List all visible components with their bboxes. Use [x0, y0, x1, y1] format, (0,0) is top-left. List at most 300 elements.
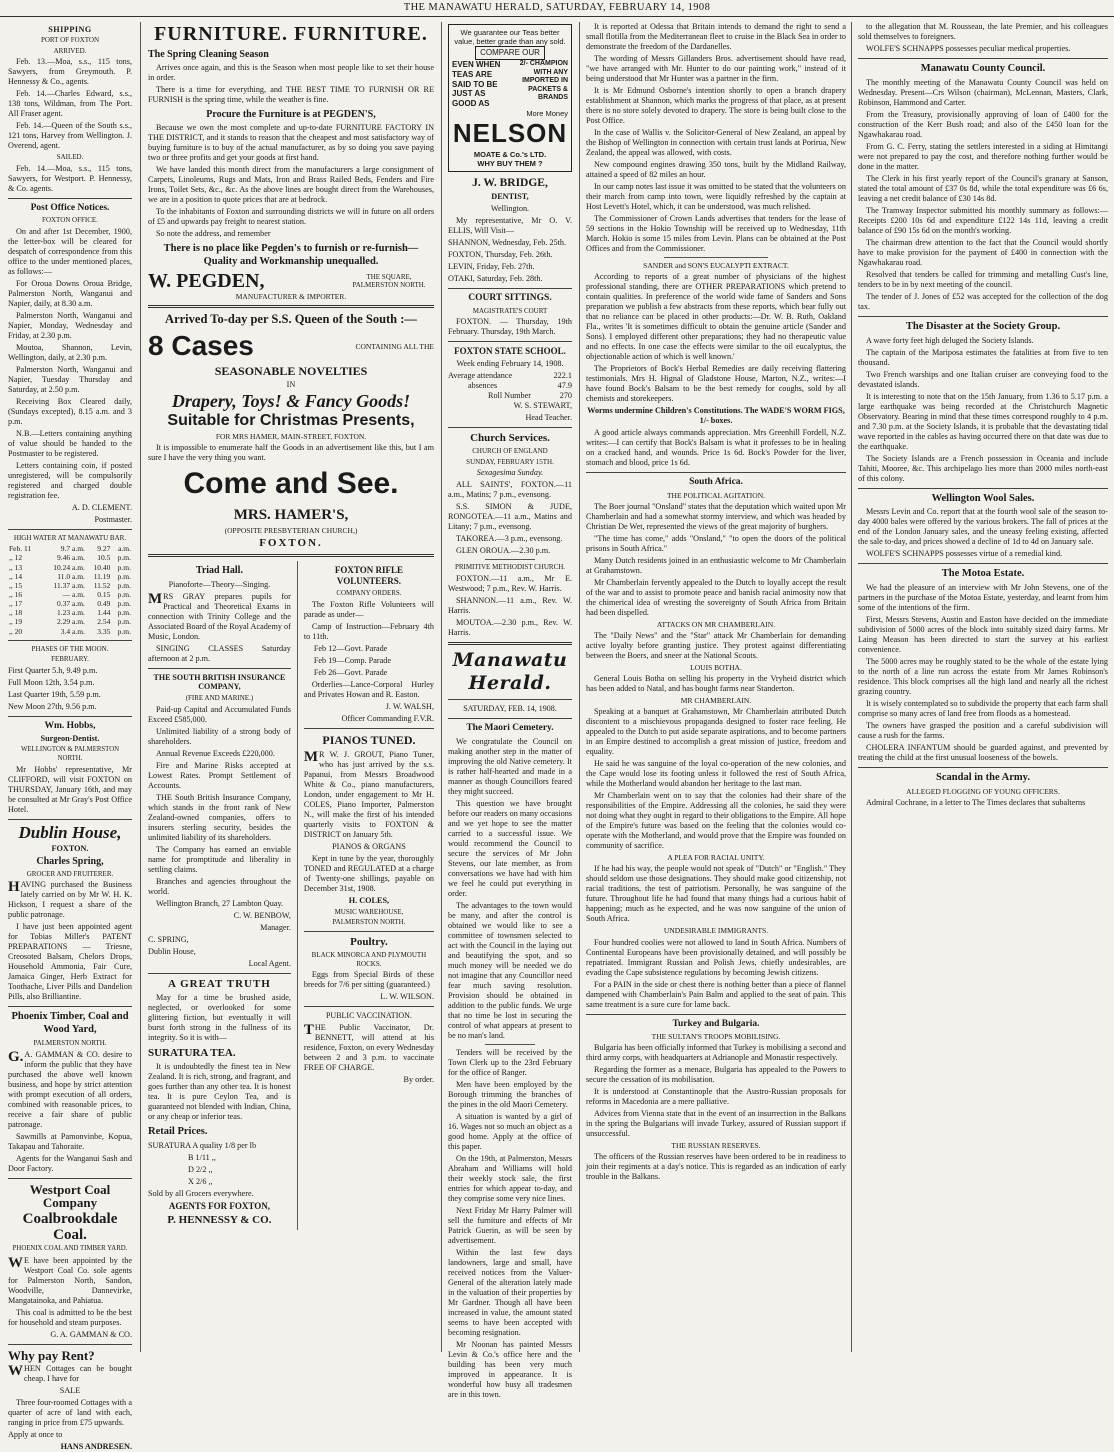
bridge-item: LEVIN, Friday, Feb. 27th.	[448, 261, 535, 271]
divider	[485, 559, 535, 560]
news-para: Mr Chamberlain went on to say that the colonies had their share of the responsibilities of the Empire. Addressing all the colonies, he said they were not doing what they ought in regard to their obligations to the Empire. All hope of the Empire's future was based on the feeling that the colonies would co-operate with the Motherland, and would prove that the Empire was founded on community of sacrifice.	[586, 791, 846, 851]
piano-sign: H. COLES,	[348, 895, 390, 905]
hamer-seasonable: SEASONABLE NOVELTIES	[214, 363, 368, 378]
post-para: Palmerston North, Wanganui and Napier, Tuesday Thursday and Saturday, at 2.50 p.m.	[8, 364, 132, 394]
rent-text: Three four-roomed Cottages with a quarter of acre of land with each, ranging in price from £75 upwards.	[8, 1398, 132, 1428]
court-sub: MAGISTRATE'S COURT	[472, 306, 548, 315]
divider	[148, 973, 291, 974]
motoa-title: The Motoa Estate.	[941, 568, 1025, 580]
divider	[448, 642, 572, 645]
insurance-local: Dublin House,	[148, 946, 196, 956]
tide-cell: 9.7 a.m.	[60, 544, 85, 554]
divider	[148, 668, 291, 669]
sa-para: The Boer journal "Onsland" states that the deputation which waited upon Mr Chamberlain and had a somewhat stormy interview, and which was headed by Christian De Wet, represented the views of the great majority of burghers.	[586, 501, 846, 531]
racial-text: If he had his way, the people would not speak of "Dutch" or "English." They should seldom use those designations. They should make good citizenship, not racial traditions, the test of patriotism. Personally, he was sanguine of the future. Throughout life he had found that many things had a curious habit of happening; much as he expected, and he was now sanguine of the union of South Africa.	[586, 864, 846, 924]
council-title: Manawatu County Council.	[920, 63, 1046, 74]
council-para: Resolved that tenders be called for trimming and metalling Cust's line, tenders to be in by next meeting of the council.	[858, 269, 1108, 289]
dublin-place: FOXTON.	[51, 843, 89, 853]
divider	[485, 1044, 535, 1045]
tide-cell: 10.5	[97, 553, 111, 563]
post-para: Receiving Box Cleared daily, (Sundays excepted), 8.15 a.m. and 3 p.m.	[8, 396, 132, 426]
divider	[8, 529, 132, 530]
bridge-item: SHANNON, Wednesday, Feb. 25th.	[448, 237, 567, 247]
insurance-title: THE SOUTH BRITISH INSURANCE COMPANY,	[153, 672, 286, 692]
piano-sign: MUSIC WAREHOUSE,	[334, 907, 404, 916]
column-rule	[140, 22, 141, 1352]
news-para: In the case of Wallis v. the Solicitor-General of New Zealand, an appeal by the Bishop of Wellington in connection with certain trust lands at Porirua, New Zealand, the appeal was allowed, with costs.	[586, 128, 846, 157]
coalbrook-title: Coalbrookdale Coal.	[22, 1210, 118, 1243]
insurance-text: Annual Revenue Exceeds £220,000.	[156, 748, 275, 758]
immigrants-title: UNDESIRABLE IMMIGRANTS.	[663, 926, 769, 936]
news-para: He said he was sanguine of the loyal co-operation of the new colonies, and the Cape would lose its footing unless it followed the rest of South Africa, while the Motherland would abandon her heritage to the last man.	[586, 759, 846, 789]
poultry-text: Eggs from Special Birds of these breeds for 7/6 per sitting (guaranteed.)	[303, 970, 435, 990]
rifle-text: Camp of Instruction—February 4th to 11th.	[303, 621, 435, 641]
scandal-sub: ALLEGED FLOGGING OF YOUNG OFFICERS.	[906, 786, 1060, 796]
hobbs-text: Mr Hobbs' representative, Mr CLIFFORD, will visit FOXTON on THURSDAY, January 16th, and may be consulted at Mr Gray's Post Office Hotel.	[8, 764, 132, 814]
bock-text: The Proprietors of Bock's Herbal Remedies are daily receiving flattering testimonials. Mrs H. Hignal of Gladstone House, Marton, N.Z., writes:—I have found Bock's Balsam to be the best remedy for coughs, sold by all chemists and storekeepers.	[586, 364, 846, 404]
truth-text: May for a time be brushed aside, neglected, or overlooked for some glittering fiction, but eventually it will burst forth strong in the fullness of its integrity. So it is with—	[148, 993, 291, 1043]
tide-cell: ,, 20	[9, 626, 23, 636]
divider	[8, 819, 132, 820]
news-para: to the allegation that M. Rousseau, the late Premier, and his colleagues sold themselves to foreigners.	[858, 22, 1108, 41]
rifle-item: Feb 26—Govt. Parade	[313, 667, 388, 677]
shipping-title: SHIPPING	[48, 25, 92, 34]
post-para: N.B.—Letters containing anything of value should be handed to the Postmaster to be registered.	[8, 428, 132, 458]
disaster-para: Two French warships and one Italian cruiser are conveying food to the devastated islands.	[858, 369, 1108, 389]
motoa-para: We had the pleasure of an interview with Mr John Stevens, one of the partners in the purchase of the Motoa Estate, yesterday, and learnt from him some of the intentions of the firm.	[858, 583, 1108, 613]
hamer-suitable: Suitable for Christmas Presents,	[167, 412, 415, 430]
rent-sale: SALE	[59, 1386, 81, 1396]
wool-note: WOLFE'S SCHNAPPS possesses virtue of a remedial kind.	[866, 549, 1063, 559]
divider	[448, 718, 572, 719]
tide-cell: 0.49	[97, 599, 111, 609]
pain-text: For a PAIN in the side or chest there is nothing better than a piece of flannel dampened with Chamberlain's Pain Balm and applied to the seat of pain. This same treatment is a sure cure for lame back.	[586, 979, 846, 1009]
insurance-sign: C. W. BENBOW,	[233, 910, 291, 920]
post-para: Moutoa, Shannon, Levin, Wellington, daily, at 2.30 p.m.	[8, 342, 132, 362]
hamer-head: Arrived To-day per S.S. Queen of the South :—	[165, 312, 417, 327]
rent-title: Why pay Rent?	[8, 1347, 95, 1363]
tide-cell: 1.23 a.m.	[57, 608, 85, 618]
furniture-title: FURNITURE. FURNITURE.	[154, 23, 428, 45]
coal-text: This coal is admitted to be the best for household and steam purposes.	[8, 1307, 132, 1327]
tide-cell: 11.52	[93, 580, 111, 590]
westport-title: Westport Coal Company	[29, 1181, 111, 1211]
triad-sub: Pianoforte—Theory—Singing.	[168, 579, 271, 589]
furniture-head: There is no place like Pegden's to furnish or re-furnish—Quality and Workmanship unequalled.	[163, 243, 419, 268]
tide-cell: ,, 18	[9, 608, 23, 618]
disaster-para: It is interesting to note that on the 15th January, from 1.36 to 5.17 p.m. a large earthquake was being recorded at the Christchurch Magnetic Observatory. Bearing in mind that these times correspond roughly to 4 p.m. and 7.30 p.m. at the Society Islands, it is probable that the devastating tidal wave reported in the cables as having occurred there on that date was due to the earthquake.	[858, 391, 1108, 451]
divider	[8, 1006, 132, 1007]
worms-text: A good article always commands appreciation. Mrs Greenhill Fordell, N.Z. writes:—I can certify that Bock's Balsam is what it professes to be in healing on a cracked hand, and wounds. Price 1s 6d. Bock's Powder for the liver, stomach and blood, price 1s 6d.	[586, 428, 846, 468]
poultry-sign: L. W. WILSON.	[380, 992, 435, 1002]
coal-sign: G. A. GAMMAN & CO.	[50, 1329, 132, 1339]
maori-para: Tenders will be received by the Town Clerk up to the 23rd February for the office of Ranger.	[448, 1047, 572, 1077]
post-para: On and after 1st December, 1900, the letter-box will be cleared for despatch of correspondence from this office to the under mentioned places, as follows:—	[8, 226, 132, 276]
reserves-text: The officers of the Russian reserves have been ordered to be in readiness to join their regiments at a day's notice. This is regarded as an indication of early trouble in the Balkans.	[586, 1152, 846, 1182]
church-item: ALL SAINTS', FOXTON.—11 a.m., Matins; 7 p.m., evensong.	[448, 480, 572, 500]
turkey-para: Bulgaria has been officially informed that Turkey is mobilising a second and third army corps, with headquarters at Adrianople and Monastir respectively.	[586, 1043, 846, 1063]
dublin-title: Dublin House,	[18, 822, 122, 842]
triad-text: MRS GRAY prepares pupils for Practical and Theoretical Exams in connection with Trinity College and the Associated Board of the Royal Academy of Music, London.	[148, 590, 291, 641]
council-para: The chairman drew attention to the fact that the Council would shortly have to make provision for the payment of £400 in connection with the Ngawhakarau road.	[858, 237, 1108, 267]
botha-title: LOUIS BOTHA.	[690, 663, 742, 672]
rent-text: WHEN Cottages can be bought cheap. I have for	[8, 1363, 132, 1384]
council-para: The tender of J. Jones of £52 was accepted for the collection of the dog tax.	[858, 291, 1108, 311]
methodist-item: SHANNON.—11 a.m., Rev. W. Harris.	[448, 596, 572, 616]
rifle-sign: J. W. WALSH,	[385, 701, 435, 711]
tide-cell: 0.37 a.m.	[57, 599, 85, 609]
phoenix-text: G.A. GAMMAN & CO. desire to inform the public that they have purchased the above well known business, and hope by strict attention with prompt execution of all orders, combined with reasonable prices, to receive a fair share of public patronage.	[8, 1048, 132, 1129]
poultry-sub: BLACK MINORCA AND PLYMOUTH ROCKS.	[311, 950, 427, 968]
insurance-text: Unlimited liability of a strong body of shareholders.	[148, 726, 291, 746]
divider	[858, 316, 1108, 317]
tide-cell: 11.19	[93, 571, 111, 581]
sander-title: SANDER and SON'S EUCALYPTI EXTRACT.	[643, 261, 789, 270]
nelson-co: MOATE & Co.'s LTD.	[473, 149, 547, 159]
divider	[148, 305, 434, 308]
pegden-address: THE SQUARE, PALMERSTON NORTH.	[352, 272, 426, 290]
triad-title: Triad Hall.	[195, 565, 243, 577]
nelson-top: We guarantee our Teas better value, better grade than any sold.	[454, 28, 566, 47]
truth-title: A GREAT TRUTH	[168, 977, 271, 990]
hamer-in: IN	[286, 380, 296, 390]
post-para: For Oroua Downs Oroua Bridge, Palmerston North, Wanganui and Napier, daily, at 8.30 a.m.	[8, 278, 132, 308]
post-para: Palmerston North, Wanganui and Napier, Monday, Wednesday and Friday, at 2.30 p.m.	[8, 310, 132, 340]
moon-item: First Quarter 5.h, 9.49 p.m.	[8, 665, 98, 675]
tide-cell: 10.40	[93, 562, 111, 572]
scandal-title: Scandal in the Army.	[936, 772, 1030, 784]
disaster-para: The captain of the Mariposa estimates the fatalities at from five to ten thousand.	[858, 347, 1108, 367]
disaster-para: A wave forty feet high deluged the Society Islands.	[866, 335, 1034, 345]
attacks-title: ATTACKS ON MR CHAMBERLAIN.	[656, 619, 776, 629]
tide-cell: p.m.	[117, 608, 131, 618]
hamer-name: MRS. HAMER'S,	[233, 506, 349, 523]
retail-note: Sold by all Grocers everywhere.	[148, 1189, 254, 1199]
tide-cell: ,, 12	[9, 553, 23, 563]
methodist-item: FOXTON.—11 a.m., Mr E. Westwood; 7 p.m., Rev. W. Harris.	[448, 574, 572, 594]
news-para: WOLFE'S SCHNAPPS possesses peculiar medical properties.	[866, 44, 1071, 53]
tide-row	[8, 627, 132, 636]
retail-agent-name: P. HENNESSY & CO.	[167, 1214, 272, 1227]
furniture-sub: The Spring Cleaning Season	[148, 49, 269, 60]
tide-cell: 10.24 a.m.	[53, 562, 85, 572]
maori-para: Men have been employed by the Borough trimming the branches of the pines in the old Maori Cemetery.	[448, 1079, 572, 1109]
council-para: From the Treasury, provisionally approving of loan of £400 for the construction of the Kerr Bush road; and also of the £450 loan for the Ngawhakarau road.	[858, 109, 1108, 139]
turkey-sub: THE SULTAN'S TROOPS MOBILISING.	[651, 1032, 781, 1042]
insurance-sign-role: Manager.	[260, 922, 291, 932]
court-title: COURT SITTINGS.	[468, 292, 552, 303]
tide-cell: 2.54	[97, 617, 111, 627]
tide-cell: 9.27	[97, 544, 111, 554]
tide-cell: — a.m.	[62, 589, 85, 599]
news-para: New compound engines drawing 350 tons, built by the Midland Railway, attained a speed of 82 miles an hour.	[586, 160, 846, 179]
tide-row	[8, 599, 132, 608]
divider	[448, 341, 572, 342]
shipping-sub: PORT OF FOXTON	[40, 36, 100, 44]
council-para: From G. C. Ferry, stating the settlers interested in a siding at Himitangi were not prepared to pay the cost, and therefore nothing further would be done in the matter.	[858, 141, 1108, 171]
moon-title: PHASES OF THE MOON.	[31, 644, 109, 653]
post-sign-role: Postmaster.	[94, 514, 132, 524]
column-rule	[297, 561, 298, 1229]
wool-text: Messrs Levin and Co. report that at the fourth wool sale of the season to-day 4000 bales were offered by the various brokers. The fall of prices at the end of the London January sales, and the uneasy feeling existing, affected the sale to-day, and prices showed a decline of 1d to 4d on January sale.	[858, 507, 1108, 547]
pegden-role: MANUFACTURER & IMPORTER.	[235, 291, 347, 301]
divider	[858, 58, 1108, 59]
school-sign: W. S. STEWART,	[513, 401, 572, 411]
tide-cell: ,, 14	[9, 571, 23, 581]
column-3	[442, 22, 578, 1399]
hamer-for: FOR MRS HAMER, MAIN-STREET, FOXTON.	[215, 431, 367, 441]
rifle-item: Feb 19—Comp. Parade	[313, 655, 391, 665]
tide-row	[8, 572, 132, 581]
tide-row	[8, 553, 132, 562]
phoenix-title: Phoenix Timber, Coal and Wood Yard,	[11, 1011, 129, 1036]
retail-row: X 2/6 ,,	[188, 1177, 213, 1187]
vaccination-text: THE Public Vaccinator, Dr. BENNETT, will attend at his residence, Foxton, on every Wednesday between 2 and 3 p.m. to vaccinate FREE OF CHARGE.	[303, 1021, 435, 1072]
maori-para: The advantages to the town would be many, and after the control is obtained we would like to see a committee of townsmen selected to act with the Council in the laying out and beautifying the spot, and so much money will be needed we do not imagine that any Councillor need fear much saving resolution. Provision should be obtained in addition to the public funds. We urge that no time be lost in securing the control of what appears at present to be no man's land.	[448, 900, 572, 1040]
arrived-item: Feb. 13.—Moa, s.s., 115 tons, Sawyers, from Greymouth. P. Hennessy & Co., agents.	[8, 57, 132, 87]
chamberlain-text: Speaking at a banquet at Grahamstown, Mr Chamberlain attributed Dutch discontent to a mischievous propaganda designed to foster race feeling. He appealed to the Dutch to put aside separate aspirations, and to become partners in an Empire destined to accomplish a great mission of justice, freedom and equality.	[586, 707, 846, 757]
hobbs-sub: Surgeon-Dentist.	[40, 734, 100, 744]
divider	[664, 257, 768, 258]
council-para: The Clerk in his first yearly report of the Council's granary at Sanson, stated the total amount of £37 0s 8d, while the total expenditure was £6 6s, leaving a net credit balance of £30 14s 8d.	[858, 173, 1108, 203]
bridge-item: OTAKI, Saturday, Feb. 28th.	[448, 273, 543, 283]
maori-para: Within the last few days landowners, large and small, have received notices from the Valuer-General of the alteration lately made in the valuation of their properties by Mr Gardner. Though all have been increased in value, the amount stated seems to have been accepted with becoming resignation.	[448, 1247, 572, 1337]
col2-left-sub	[148, 561, 291, 1229]
methodist-item: MOUTOA.—2.30 p.m., Rev. W. Harris.	[448, 618, 572, 638]
rifle-text: Orderlies—Lance-Corporal Hurley and Privates Howan and R. Easton.	[303, 679, 435, 699]
suratura-title: SURATURA TEA.	[148, 1047, 236, 1060]
moon-item: Last Quarter 19th, 5.59 p.m.	[8, 689, 101, 699]
cholera-text: CHOLERA INFANTUM should be guarded against, and prevented by treating the child at the first unusual looseness of the bowels.	[858, 743, 1108, 763]
news-para: The wording of Messrs Gillanders Bros. advertisement should have read, "we have arranged with Mr. Hunter to do our painting work," instead of it being understood that Mr Hunter was a partner in the firm.	[586, 54, 846, 83]
furniture-para: Arrives once again, and this is the Season when most people like to set their house in order.	[148, 63, 434, 83]
council-para: The Tramway Inspector submitted his monthly summary as follows:—Receipts £200 10s 6d and expenditure £122 14s 11d, leaving a credit balance of £90 15s 6d on the month's working.	[858, 205, 1108, 235]
hamer-cases: 8 Cases	[148, 330, 254, 362]
sa-para: Mr Chamberlain fervently appealed to the Dutch to loyally accept the result of the war and to assist to promote peace and banish racial animosity now that the chimerical idea of wresting the sovereignty of South Africa from Britain had been dispelled.	[586, 577, 846, 617]
rent-apply: Apply at once to	[8, 1430, 63, 1440]
bridge-role: DENTIST,	[491, 191, 529, 201]
maori-para: A situation is wanted by a girl of 16. Wages not so much an object as a good home. Apply at the office of this paper.	[448, 1111, 572, 1151]
turkey-title: Turkey and Bulgaria.	[672, 1018, 760, 1029]
rifle-item: Feb 12—Govt. Parade	[313, 643, 388, 653]
phoenix-text: Agents for the Wanganui Sash and Door Factory.	[8, 1153, 132, 1173]
tide-cell: 1.44	[97, 608, 111, 618]
coal-text: WE have been appointed by the Westport Coal Co. sole agents for Palmerston North, Sandon, Woodville, Dannevirke, Mangatainoka, and Pahiatua.	[8, 1254, 132, 1305]
rifle-sub: COMPANY ORDERS.	[336, 589, 402, 598]
church-title: Church Services.	[470, 432, 550, 445]
tide-row	[8, 544, 132, 553]
divider	[8, 640, 132, 641]
divider	[858, 767, 1108, 768]
coal-sub: PHOENIX COAL AND TIMBER YARD.	[12, 1245, 128, 1253]
school-row: Average attendance 222.1	[448, 371, 572, 381]
furniture-para: To the inhabitants of Foxton and surrounding districts we will in future on all orders of £5 and upwards pay freight to nearest station.	[148, 207, 434, 227]
tide-cell: p.m.	[117, 571, 131, 581]
piano-text: Kept in tune by the year, thoroughly TONED and REGULATED at a charge of Twenty-one shillings, payable on December 31st, 1908.	[303, 853, 435, 893]
tide-cell: 3.35	[97, 626, 111, 636]
attacks-text: The "Daily News" and the "Star" attack Mr Chamberlain for demanding active loyalty before granting justice. They protest against differentiating between the Boers, and sneer at the National Scouts.	[586, 631, 846, 660]
tide-cell: 2.29 a.m.	[57, 617, 85, 627]
divider	[304, 1006, 434, 1007]
insurance-text: Wellington Branch, 27 Lambton Quay.	[156, 898, 284, 908]
insurance-text: Branches and agencies throughout the world.	[148, 876, 291, 896]
moon-item: Full Moon 12th, 3.54 p.m.	[8, 677, 95, 687]
column-4	[580, 22, 850, 1352]
school-title: FOXTON STATE SCHOOL.	[454, 346, 566, 357]
school-role: Head Teacher.	[525, 413, 572, 423]
tide-row	[8, 563, 132, 572]
tide-cell: 3.4 a.m.	[60, 626, 85, 636]
nelson-even: EVEN WHEN TEAS ARE SAID TO BE JUST AS GOOD AS	[452, 60, 501, 109]
masthead: THE MANAWATU HERALD, SATURDAY, FEBRUARY 14, 1908	[0, 2, 1114, 17]
moon-month: FEBRUARY.	[51, 655, 89, 664]
retail-row: B 1/11 ,,	[188, 1153, 216, 1163]
tide-row	[8, 581, 132, 590]
church-date: SUNDAY, FEBRUARY 15TH.	[466, 457, 554, 466]
tide-cell: 11.0 a.m.	[57, 571, 85, 581]
maori-para: Mr Noonan has painted Messrs Levin & Co.'s office here and the building has been very much improved in appearance. It is wonderful how busy all tradesmen are in this town.	[448, 1339, 572, 1399]
scandal-text: Admiral Cochrane, in a letter to The Times declares that subalterns	[866, 798, 1086, 808]
retail-row: D 2/2 ,,	[188, 1165, 213, 1175]
insurance-text: The Company has earned an enviable name for promptitude and liberality in settling claims.	[148, 844, 291, 874]
tide-table	[8, 544, 132, 635]
tide-cell: 11.37 a.m.	[53, 580, 85, 590]
sailed-label: SAILED.	[56, 153, 84, 162]
court-text: FOXTON. — Thursday, 19th February. Thursday, 19th March.	[448, 317, 572, 337]
hamer-town: FOXTON.	[259, 537, 323, 549]
divider	[8, 716, 132, 717]
dublin-trade: GROCER AND FRUITERER.	[26, 869, 114, 878]
moon-item: New Moon 27th, 9.56 p.m.	[8, 701, 97, 711]
tide-cell: p.m.	[117, 599, 131, 609]
tide-title: HIGH WATER AT MANAWATU BAR.	[13, 533, 127, 542]
column-2	[142, 22, 440, 1352]
dublin-name: Charles Spring,	[36, 855, 104, 867]
maori-title: The Maori Cemetery.	[466, 723, 554, 734]
divider	[148, 554, 434, 557]
turkey-para: Regarding the former as a menace, Bulgaria has appealed to the Powers to secure the cessation of its mobilisation.	[586, 1065, 846, 1085]
tide-cell: p.m.	[117, 589, 131, 599]
bridge-town: Wellington.	[490, 203, 530, 213]
divider	[8, 198, 132, 199]
insurance-text: THE South British Insurance Company, which stands in the front rank of New Zealand-owned companies, offers to insurers sterling security, besides the unlimited liability of its shareholders.	[148, 792, 291, 842]
tide-cell: p.m.	[117, 553, 131, 563]
tide-cell: Feb. 11	[9, 544, 32, 554]
news-para: It is Mr Edmund Osborne's intention shortly to open a branch drapery establishment at Shannon, which marks the progress of that place, as at present there is no store solely devoted to drapery. The store is being built close to the Post Office.	[586, 86, 846, 125]
tide-cell: p.m.	[117, 580, 131, 590]
hamer-note: It is impossible to enumerate half the Goods in an advertisement like this, but I am sure I have the very thing you want.	[148, 442, 434, 462]
maori-para: We congratulate the Council on making another step in the matter of improving the old Native cemetery. It is rather half-hearted and made in a manner as though Councillors feared they might succeed.	[448, 736, 572, 796]
bridge-text: My representative, Mr O. V. ELLIS, Will Visit—	[448, 215, 572, 235]
piano-sub: PIANOS & ORGANS	[332, 841, 406, 851]
divider	[8, 1178, 132, 1179]
rifle-title: FOXTON RIFLE VOLUNTEERS.	[334, 565, 403, 587]
tide-row	[8, 608, 132, 617]
post-para: Letters containing coin, if posted unregistered, will be compulsorily registered and charged double registration fee.	[8, 460, 132, 500]
divider	[858, 488, 1108, 489]
tide-cell: p.m.	[117, 562, 131, 572]
school-row: absences 47.9	[468, 381, 572, 391]
nelson-name: NELSON	[452, 117, 568, 148]
arrived-item: Feb. 14.—Queen of the South s.s., 121 tons, Harvey from Wellington. J. Overend, agent.	[8, 121, 132, 151]
insurance-local: C. SPRING,	[148, 934, 189, 944]
church-item: GLEN OROUA.—2.30 p.m.	[456, 546, 551, 556]
motoa-para: The 5000 acres may be roughly stated to be the whole of the estate lying to the north of a line run across the estate from Mr James Robinson's residence. This block comprises all the high land and nearly all the richest grazing country.	[858, 657, 1108, 697]
post-office-sub: FOXTON OFFICE.	[42, 216, 98, 225]
divider	[586, 472, 846, 473]
tide-cell: ,, 16	[9, 589, 23, 599]
tide-cell: a.m.	[118, 544, 131, 554]
piano-text: MR W. J. GROUT, Piano Tuner, who has just arrived by the s.s. Papanui, from Messrs Broadwood White & Co., piano manufacturers, London, under engagement to Mr H. COLES, Piano Importer, Palmerston N., will make the first of his intended quarterly visits to FOXTON & DISTRICT on January 5th.	[303, 748, 435, 839]
turkey-para: Advices from Vienna state that in the event of an insurrection in the Balkans in the spring the Bulgarians will invade Turkey, assured of Russian support if unsuccessful.	[586, 1109, 846, 1139]
post-office-title: Post Office Notices.	[30, 202, 110, 213]
methodist-title: PRIMITIVE METHODIST CHURCH.	[454, 563, 566, 572]
insurance-text: Fire and Marine Risks accepted at Lowest Rates. Prompt Settlement of Accounts.	[148, 760, 291, 790]
divider	[8, 1344, 132, 1345]
motoa-para: First, Messrs Stevens, Austin and Easton have decided on the immediate subdivision of 5000 acres of the block into suitably sized dairy farms. Mr Laing Meason has been directed to start the survey at his earliest convenience.	[858, 615, 1108, 655]
furniture-para: So note the address, and remember	[156, 229, 271, 239]
reserves-title: THE RUSSIAN RESERVES.	[671, 1141, 761, 1151]
sa-sub: THE POLITICAL AGITATION.	[666, 490, 766, 500]
nelson-champion: 2/- CHAMPION WITH ANY IMPORTED IN PACKETS & BRANDS	[519, 60, 568, 102]
arrived-item: Feb. 14.—Charles Edward, s.s., 138 tons, Wildman, from The Port. All Fraser agent.	[8, 89, 132, 119]
racial-title: A PLEA FOR RACIAL UNITY.	[667, 853, 765, 863]
insurance-sub: (FIRE AND MARINE.)	[185, 694, 254, 703]
disaster-para: The Society Islands are a French possession in Oceania and include Tahiti, Mooree, &c. This archipelago lies more than 2000 miles north-east of this colony.	[858, 453, 1108, 483]
piano-title: PIANOS TUNED.	[322, 732, 416, 747]
school-row: Roll Number 270	[488, 391, 572, 401]
divider	[304, 728, 434, 729]
divider	[448, 699, 572, 700]
post-sign: A. D. CLEMENT.	[71, 502, 132, 512]
chamberlain-title: MR CHAMBERLAIN.	[680, 696, 752, 706]
tide-cell: ,, 19	[9, 617, 23, 627]
hobbs-title: Wm. Hobbs,	[44, 720, 96, 731]
column-5	[852, 22, 1114, 1352]
nelson-tea-ad	[448, 24, 572, 172]
furniture-para: There is a time for everything, and THE BEST TIME TO FURNISH OR RE FURNISH is the spring time, while the weather is fine.	[148, 85, 434, 105]
news-para: The Commissioner of Crown Lands advertises that tenders for the lease of 59 sections in the Hokio Township will be received up to Wednesday, 11th March. Hokio is some 15 miles from Levin. Plans can be obtained at the Post Offices and from the Commissioner.	[586, 214, 846, 253]
tide-cell: p.m.	[117, 617, 131, 627]
tide-cell: p.m.	[117, 626, 131, 636]
bridge-item: FOXTON, Thursday, Feb. 26th.	[448, 249, 553, 259]
paper-date: SATURDAY, FEB. 14, 1908.	[463, 704, 557, 714]
motoa-para: It is wisely contemplated so to subdivide the property that each farm shall comprise so many acres of land free from floods as a homestead.	[858, 699, 1108, 719]
turkey-para: It is understood at Constantinople that the Austro-Russian proposals for reforms in Macedonia are a mere palliative.	[586, 1087, 846, 1107]
retail-agents: AGENTS FOR FOXTON,	[168, 1201, 270, 1212]
wool-title: Wellington Wool Sales.	[931, 492, 1035, 504]
paper-title: Manawatu Herald.	[452, 649, 568, 695]
motoa-para: The owners have grasped the position and a careful subdivision will cause a rush for the farms.	[858, 721, 1108, 741]
botha-text: General Louis Botha on selling his property in the Vryheid district which has been added to Natal, and has bought farms near Standerton.	[586, 674, 846, 694]
phoenix-place: PALMERSTON NORTH.	[33, 1039, 107, 1047]
divider	[448, 288, 572, 289]
rifle-text: The Foxton Rifle Volunteers will parade as under—	[303, 599, 435, 619]
sander-text: According to reports of a great number of physicians of the highest professional standing, there are OTHER PREPARATIONS which pretend to contain qualities. In preference of the world wide fame of Sanders and Sons preparation we publish a few abstracts from these reports, which bear fully out that no reliance can be placed in other products:—Dr. W. B. Ruth, Oakland Fla., writes 'It is sometimes difficult to obtain the genuine article (Sander and Sons). I employed different other preparations; they had no therapeutic value and no effects. In one case the effects were similar to the oil eucalyptus, the objectionable action of which is well known.'	[586, 272, 846, 362]
tide-cell: ,, 17	[9, 599, 23, 609]
insurance-local: Local Agent.	[248, 958, 291, 968]
furniture-para: We have landed this month direct from the manufacturers a large consignment of Carpets, Linoleums, Rugs and Mats, Iron and Brass Railed Beds, Fenders and Fire Irons, Toilet Sets, &c., &c. As the above lines are bought direct from the Warehouses, we are in a position to quote prices that are at bedrock.	[148, 165, 434, 205]
pegden-name: W. PEGDEN,	[148, 269, 265, 292]
hobbs-place: WELLINGTON & PALMERSTON NORTH.	[20, 746, 120, 762]
hamer-come: Come and See.	[183, 466, 399, 500]
worms-title: Worms undermine Children's Constitutions. The WADE'S WORM FIGS, 1/- boxes.	[587, 406, 845, 426]
maori-para: On the 19th, at Palmerston, Messrs Abraham and Williams will hold their weekly stock sale, the first entries for which appear to-day, and they comprise some very nice lines.	[448, 1153, 572, 1203]
tide-cell: ,, 13	[9, 562, 23, 572]
furniture-para: Because we own the most complete and up-to-date FURNITURE FACTORY IN THE DISTRICT, and it stands to reason that the cheapest and most satisfactory way of buying furniture is to buy of the actual manufacturer, as by so doing you save paying two or three profits and get your goods at first hand.	[148, 123, 434, 163]
poultry-title: Poultry.	[350, 935, 388, 948]
rifle-role: Officer Commanding F.V.R.	[341, 713, 435, 723]
